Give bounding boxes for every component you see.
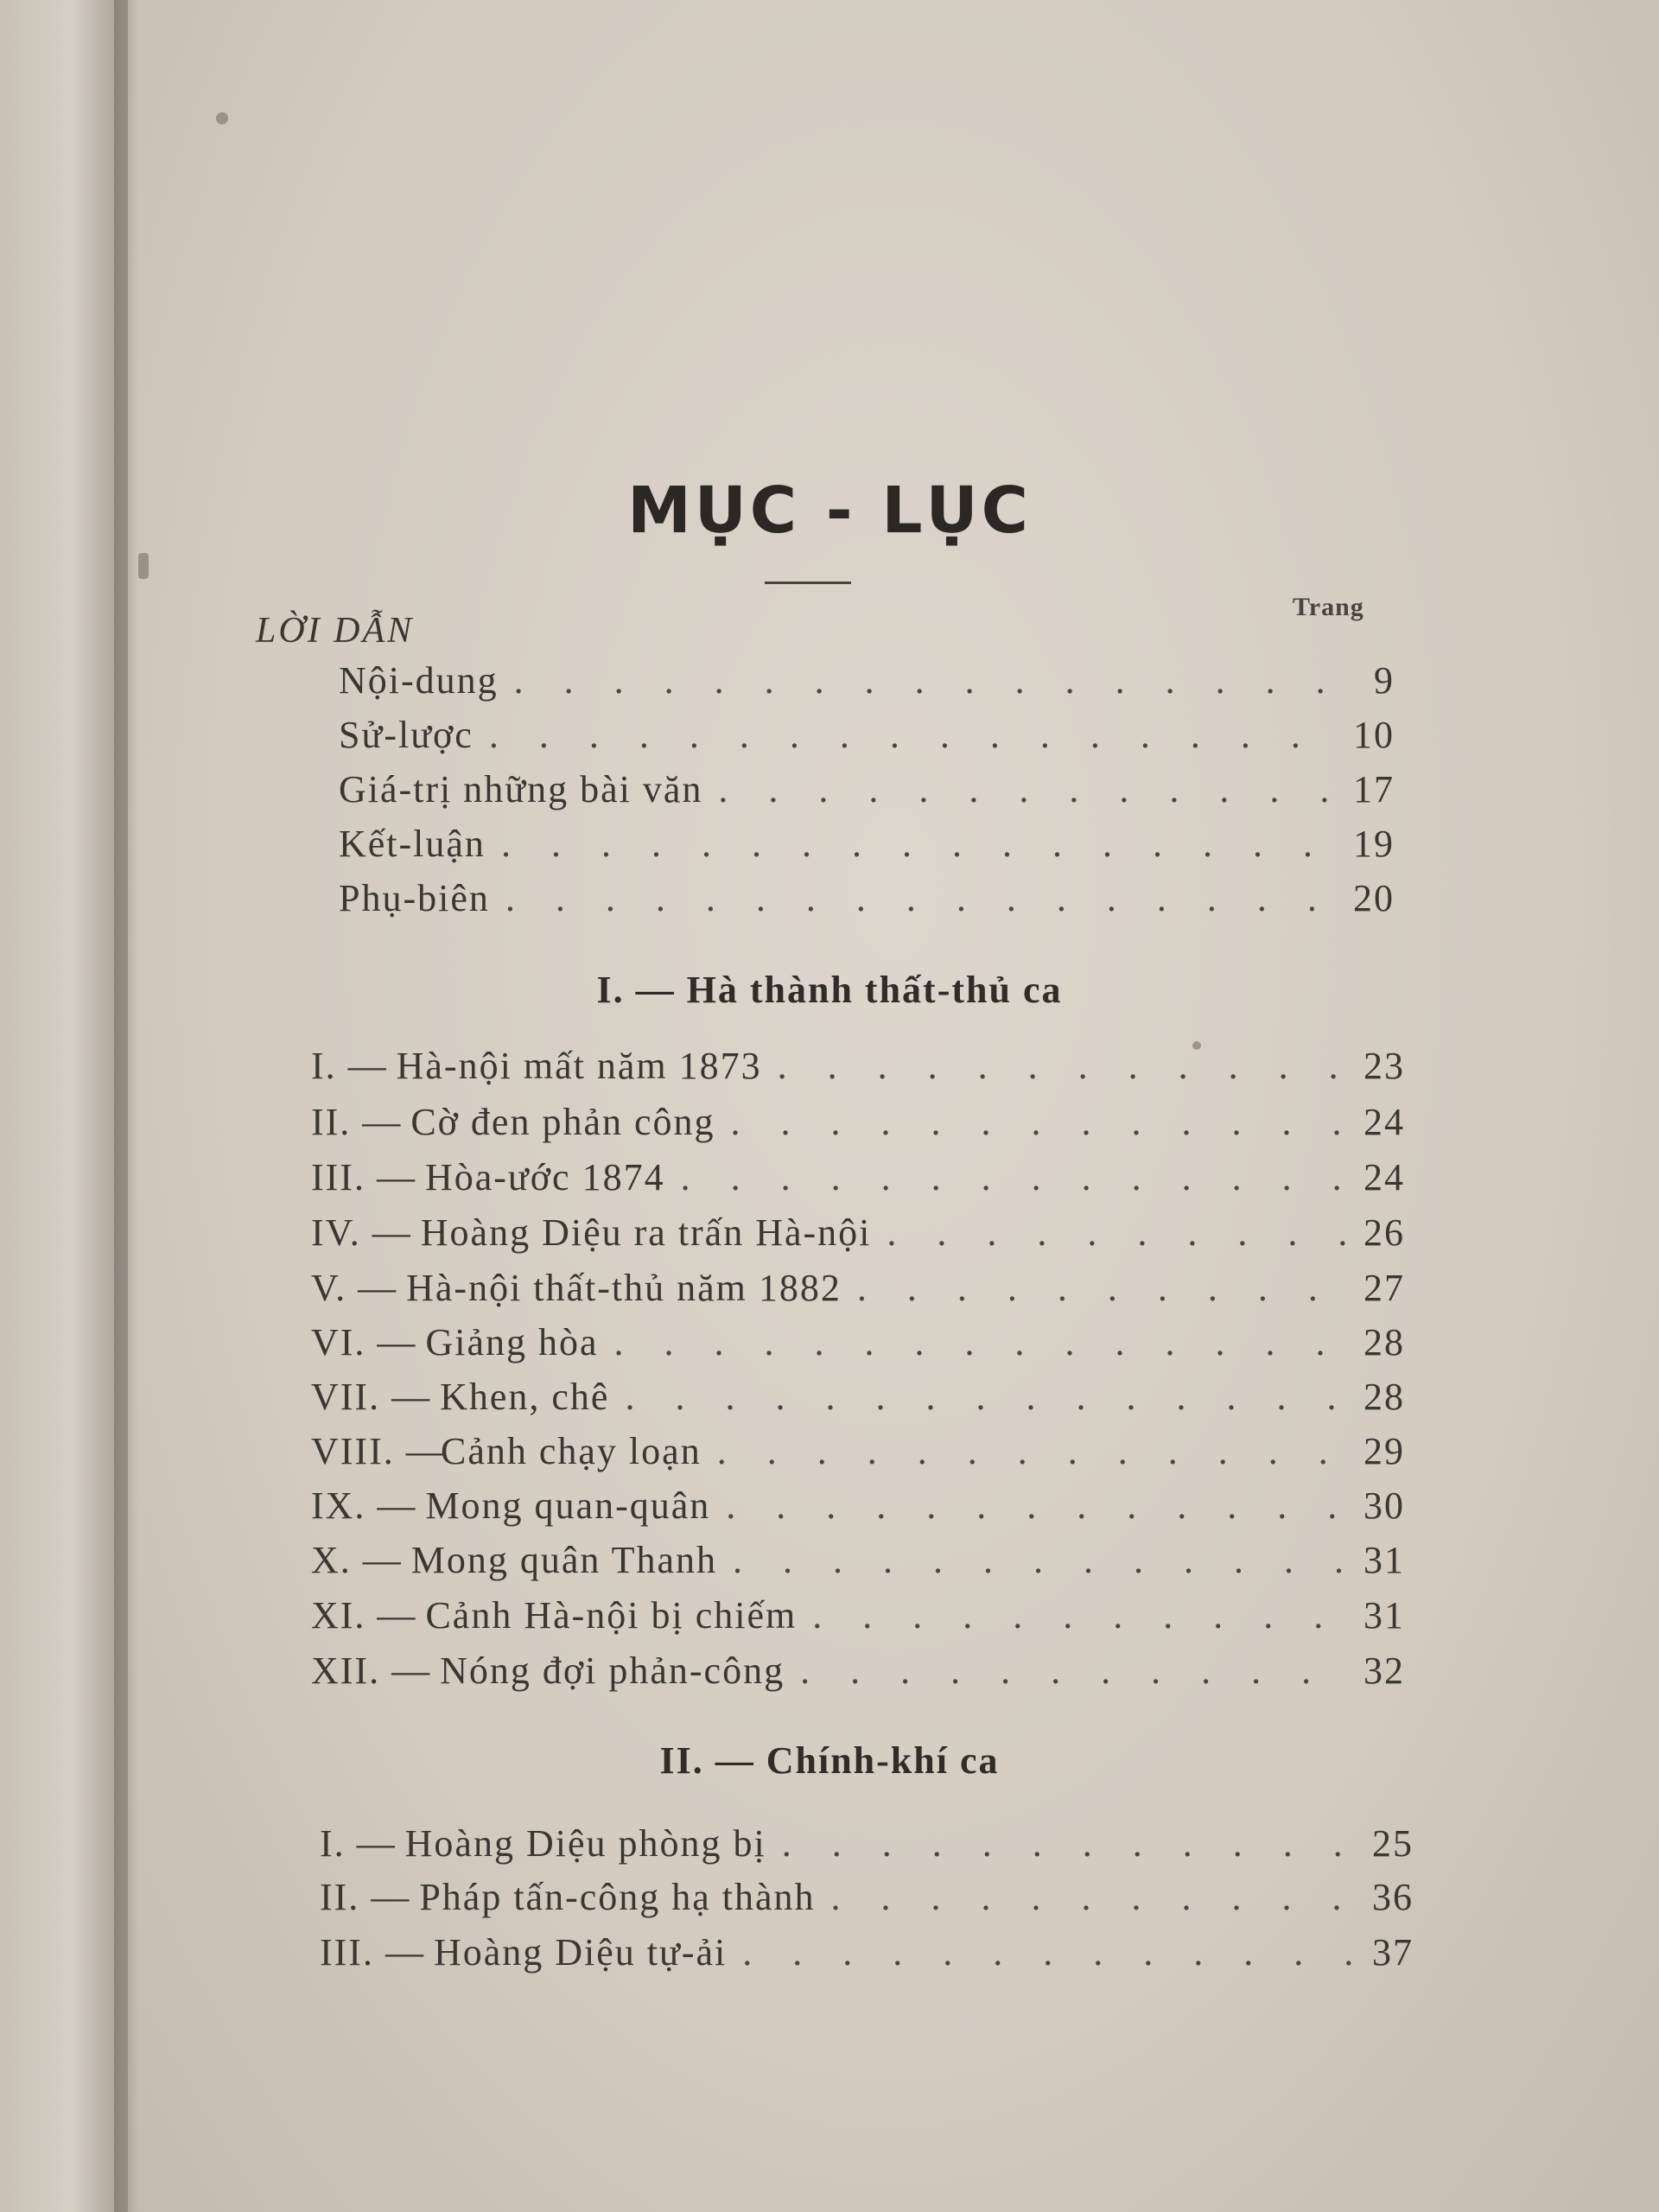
entry-page: 32 <box>1363 1649 1405 1692</box>
toc-entry <box>311 1649 1405 1697</box>
entry-page: 23 <box>1363 1045 1405 1087</box>
toc-entry <box>339 876 1395 925</box>
entry-label: Hoàng Diệu ra trấn Hà-nội <box>420 1211 872 1254</box>
toc-entry <box>311 1538 1405 1586</box>
toc-entry <box>339 822 1395 870</box>
entry-label: Sử-lược <box>339 714 474 756</box>
dot-leader <box>887 1211 1346 1255</box>
entry-label: Hoàng Diệu phòng bị <box>404 1822 766 1865</box>
ink-speck <box>138 553 149 579</box>
toc-entry <box>339 658 1395 707</box>
dot-leader <box>718 767 1336 811</box>
dot-leader <box>514 658 1357 702</box>
dot-leader <box>742 1930 1355 1974</box>
entry-number: II. — <box>311 1101 403 1143</box>
toc-entry <box>311 1320 1405 1369</box>
dot-leader <box>726 1484 1346 1528</box>
entry-label: Cờ đen phản công <box>410 1101 715 1143</box>
dot-leader <box>731 1100 1346 1144</box>
toc-entry <box>311 1429 1405 1478</box>
dot-leader <box>501 822 1336 866</box>
entry-label: Cảnh Hà-nội bị chiếm <box>425 1594 798 1637</box>
entry-page: 31 <box>1363 1594 1405 1637</box>
entry-label: Giảng hòa <box>425 1321 599 1363</box>
page-title: MỤC - LỤC <box>627 474 1032 548</box>
entry-number: X. — <box>311 1539 403 1581</box>
entry-label: Hòa-ước 1874 <box>424 1156 665 1198</box>
entry-page: 31 <box>1363 1539 1405 1581</box>
entry-page: 37 <box>1372 1931 1414 1974</box>
dot-leader <box>489 713 1336 757</box>
entry-label: Phụ-biên <box>339 877 490 919</box>
entry-page: 29 <box>1363 1430 1405 1472</box>
entry-number: IX. — <box>311 1484 417 1527</box>
entry-label: Hà-nội mất năm 1873 <box>396 1045 762 1087</box>
entry-page: 9 <box>1374 659 1395 702</box>
entry-page: 28 <box>1363 1321 1405 1363</box>
entry-label: Hoàng Diệu tự-ải <box>433 1931 728 1974</box>
toc-entry <box>311 1375 1405 1423</box>
dot-leader <box>857 1266 1346 1310</box>
page-gutter-shadow <box>114 0 138 2212</box>
dot-leader <box>505 876 1336 920</box>
toc-entry <box>311 1484 1405 1532</box>
toc-entry <box>339 713 1395 761</box>
ink-speck <box>216 112 228 124</box>
entry-label: Cảnh chạy loạn <box>441 1430 702 1472</box>
entry-label: Giá-trị những bài văn <box>339 768 703 810</box>
dot-leader <box>778 1044 1346 1088</box>
section-heading: II. — Chính-khí ca <box>659 1739 1000 1782</box>
entry-number: VIII. — <box>311 1430 446 1472</box>
entry-page: 30 <box>1363 1484 1405 1527</box>
dot-leader <box>812 1593 1346 1637</box>
entry-number: VI. — <box>311 1321 417 1363</box>
entry-number: XII. — <box>311 1649 432 1692</box>
toc-entry <box>311 1593 1405 1642</box>
page-column-label: Trang <box>1293 593 1364 621</box>
entry-label: Nội-dung <box>339 659 499 702</box>
dot-leader <box>800 1649 1346 1693</box>
entry-page: 36 <box>1372 1876 1414 1918</box>
entry-label: Kết-luận <box>339 823 486 865</box>
title-divider <box>765 582 851 584</box>
dot-leader <box>614 1320 1347 1364</box>
entry-page: 20 <box>1353 877 1395 919</box>
entry-number: XI. — <box>311 1594 417 1637</box>
toc-entry <box>311 1266 1405 1314</box>
entry-page: 17 <box>1353 768 1395 810</box>
section-heading: I. — Hà thành thất-thủ ca <box>596 969 1063 1011</box>
entry-number: IV. — <box>311 1211 412 1254</box>
toc-entry <box>311 1155 1405 1204</box>
toc-entry <box>311 1044 1405 1092</box>
entry-page: 19 <box>1353 823 1395 865</box>
entry-page: 26 <box>1363 1211 1405 1254</box>
dot-leader <box>625 1375 1346 1419</box>
entry-page: 25 <box>1372 1822 1414 1865</box>
entry-page: 28 <box>1363 1376 1405 1418</box>
toc-entry <box>339 767 1395 816</box>
entry-page: 24 <box>1363 1156 1405 1198</box>
entry-label: Hà-nội thất-thủ năm 1882 <box>406 1267 842 1309</box>
entry-number: III. — <box>320 1931 425 1974</box>
toc-entry <box>320 1821 1414 1870</box>
dot-leader <box>831 1875 1355 1919</box>
entry-number: I. — <box>311 1045 388 1087</box>
dot-leader <box>782 1821 1355 1866</box>
entry-page: 10 <box>1353 714 1395 756</box>
entry-number: II. — <box>320 1876 411 1918</box>
entry-number: I. — <box>320 1822 397 1865</box>
entry-label: Pháp tấn-công hạ thành <box>419 1876 816 1918</box>
dot-leader <box>717 1429 1346 1473</box>
entry-label: Khen, chê <box>440 1376 610 1418</box>
entry-page: 27 <box>1363 1267 1405 1309</box>
toc-entry <box>311 1100 1405 1148</box>
entry-label: Nóng đợi phản-công <box>440 1649 785 1692</box>
dot-leader <box>681 1155 1346 1199</box>
left-page-edge <box>0 0 130 2212</box>
preface-heading: LỜI DẪN <box>256 611 415 651</box>
entry-page: 24 <box>1363 1101 1405 1143</box>
entry-number: V. — <box>311 1267 398 1309</box>
entry-number: III. — <box>311 1156 416 1198</box>
dot-leader <box>733 1538 1346 1582</box>
toc-entry <box>311 1211 1405 1259</box>
toc-entry <box>320 1930 1414 1979</box>
entry-label: Mong quân Thanh <box>410 1539 718 1581</box>
entry-label: Mong quan-quân <box>425 1484 711 1527</box>
toc-entry <box>320 1875 1414 1923</box>
entry-number: VII. — <box>311 1376 432 1418</box>
